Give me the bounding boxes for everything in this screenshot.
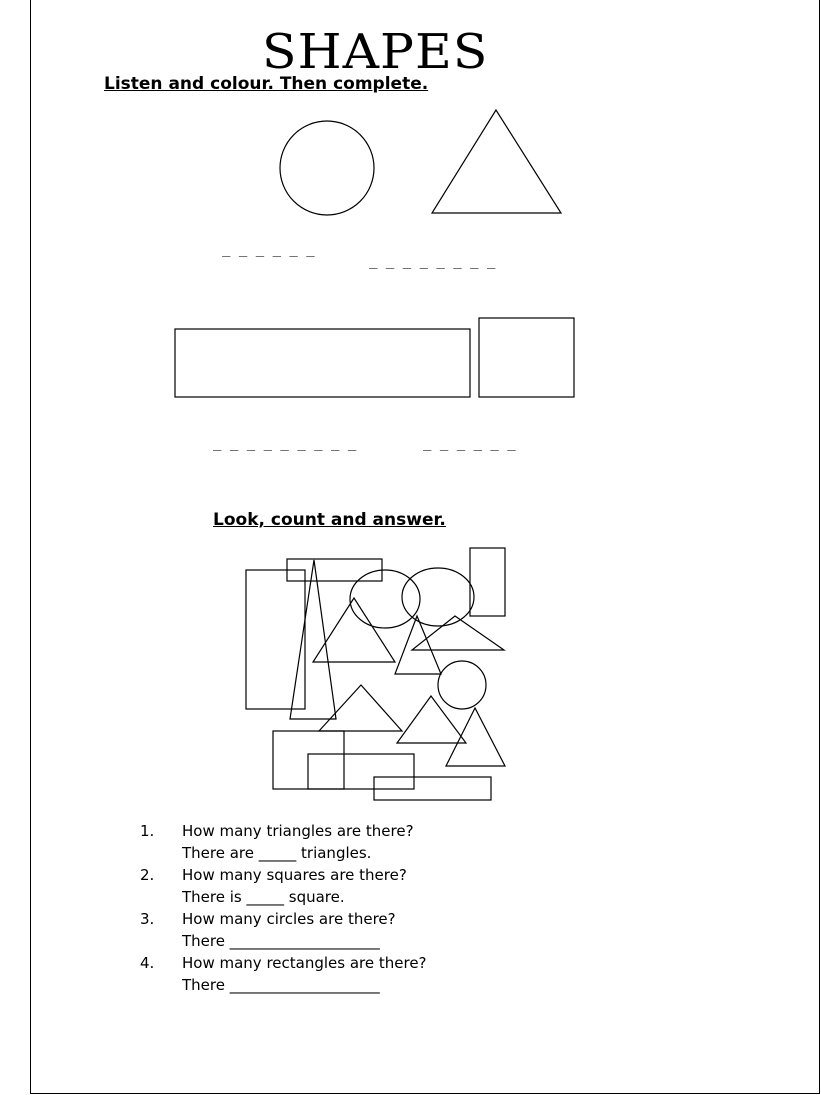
question-item xyxy=(140,820,427,842)
answer-text[interactable]: There ____________________ xyxy=(182,932,380,950)
puzzle-triangle xyxy=(319,685,402,731)
puzzle-circle xyxy=(438,661,486,709)
question-number: 1. xyxy=(140,822,155,840)
puzzle-triangle xyxy=(446,708,505,766)
question-item xyxy=(140,952,427,974)
question-list xyxy=(140,820,427,996)
puzzle-rectangle xyxy=(470,548,505,616)
worksheet-title: SHAPES xyxy=(262,24,489,80)
answer-blank-rectangle[interactable]: _ _ _ _ _ _ _ _ _ xyxy=(213,435,357,451)
question-number: 4. xyxy=(140,954,155,972)
instruction-look-count: Look, count and answer. xyxy=(213,510,446,530)
question-item xyxy=(140,908,427,930)
counting-puzzle xyxy=(246,548,505,800)
answer-blank-circle[interactable]: _ _ _ _ _ _ xyxy=(222,241,315,257)
answer-text[interactable]: There ____________________ xyxy=(182,976,380,994)
question-text: How many rectangles are there? xyxy=(182,954,427,972)
answer-text[interactable]: There are _____ triangles. xyxy=(182,844,372,862)
answer-line[interactable] xyxy=(140,930,427,952)
question-text: How many triangles are there? xyxy=(182,822,414,840)
question-text: How many squares are there? xyxy=(182,866,407,884)
answer-line[interactable] xyxy=(140,974,427,996)
puzzle-rectangle xyxy=(246,570,305,709)
answer-blank-triangle[interactable]: _ _ _ _ _ _ _ _ xyxy=(369,253,496,269)
answer-line[interactable] xyxy=(140,842,427,864)
shape-rectangle xyxy=(175,329,470,397)
puzzle-triangle xyxy=(313,598,395,662)
answer-line[interactable] xyxy=(140,886,427,908)
puzzle-triangle xyxy=(290,560,336,719)
puzzle-square xyxy=(308,754,414,789)
question-number: 2. xyxy=(140,866,155,884)
question-text: How many circles are there? xyxy=(182,910,396,928)
shape-square xyxy=(479,318,574,397)
shape-triangle xyxy=(432,110,561,213)
answer-text[interactable]: There is _____ square. xyxy=(182,888,345,906)
answer-blank-square[interactable]: _ _ _ _ _ _ xyxy=(423,435,516,451)
question-number: 3. xyxy=(140,910,155,928)
instruction-listen-colour: Listen and colour. Then complete. xyxy=(104,74,429,94)
puzzle-triangle xyxy=(397,696,466,743)
shape-circle xyxy=(280,121,374,215)
puzzle-circle xyxy=(402,568,474,626)
question-item xyxy=(140,864,427,886)
